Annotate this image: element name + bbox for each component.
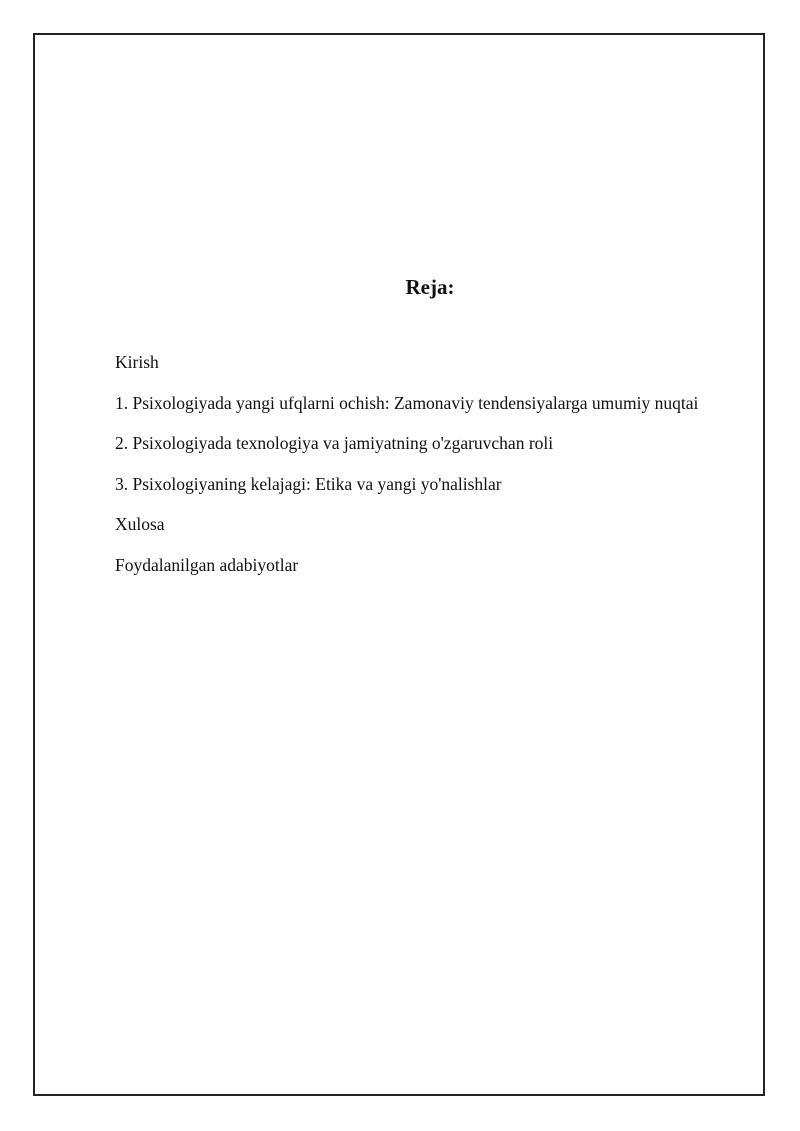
toc-item-chapter-1: 1. Psixologiyada yangi ufqlarni ochish: Zamonaviy tendensiyalarga umumiy nuqtai	[115, 392, 699, 413]
toc-item-chapter-3: 3. Psixologiyaning kelajagi: Etika va yangi yo'nalishlar	[115, 473, 502, 494]
page-title: Reja:	[405, 275, 455, 299]
toc-item-chapter-2: 2. Psixologiyada texnologiya va jamiyatning o'zgaruvchan roli	[115, 433, 554, 454]
toc-item-introduction: Kirish	[115, 352, 159, 372]
toc-item-conclusion: Xulosa	[115, 514, 165, 535]
table-of-contents	[115, 350, 698, 594]
toc-item-references: Foydalanilgan adabiyotlar	[115, 554, 299, 575]
